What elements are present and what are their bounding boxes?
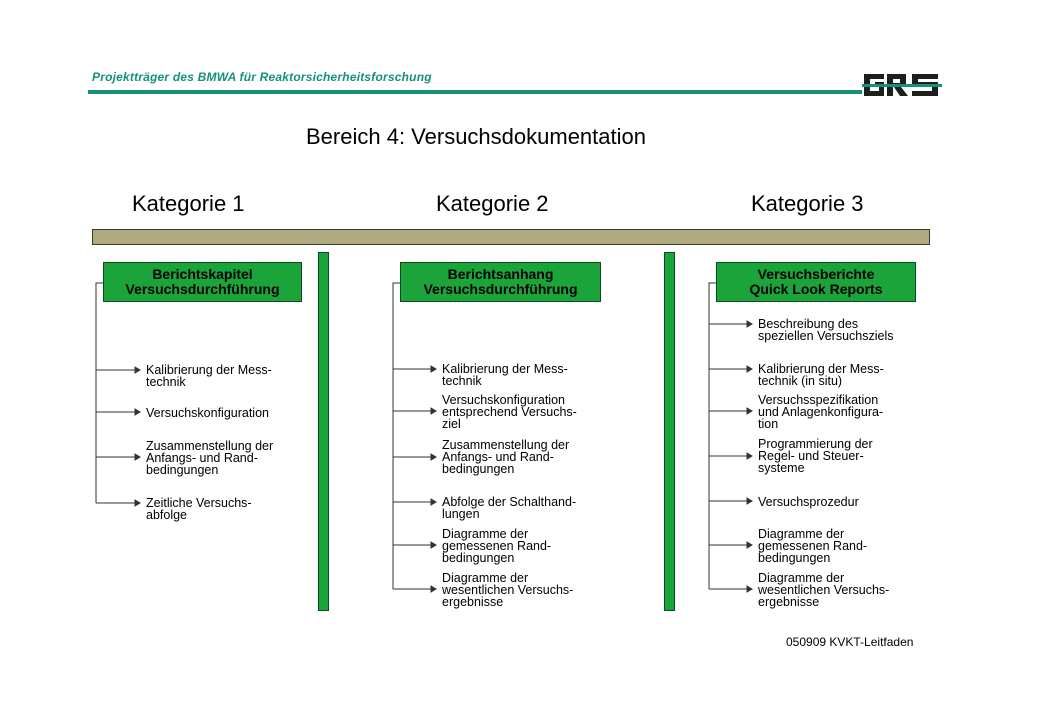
connector-arrow-3-6: [747, 542, 752, 548]
cat2-item-2-line-1: Versuchskonfiguration: [442, 393, 565, 407]
cat2-item-5-line-3: bedingungen: [442, 551, 515, 565]
connector-arrow-3-2: [747, 366, 752, 372]
cat2-item-6-line-1: Diagramme der: [442, 571, 529, 585]
cat2-item-5-line-1: Diagramme der: [442, 527, 529, 541]
cat3-item-4-line-2: Regel- und Steuer-: [758, 449, 864, 463]
connector-arrow-1-2: [135, 409, 140, 415]
category-1-label: Kategorie 1: [132, 191, 245, 216]
cat2-item-4-line-1: Abfolge der Schalthand-: [442, 495, 577, 509]
cat1-item-4-line-1: Zeitliche Versuchs-: [146, 496, 252, 510]
cat3-item-3-line-3: tion: [758, 417, 779, 431]
cat2-item-2: [442, 394, 577, 430]
cat3-item-6-line-2: gemessenen Rand-: [758, 539, 868, 553]
cat3-item-2-line-2: technik (in situ): [758, 374, 843, 388]
connector-arrow-2-2: [431, 408, 436, 414]
cat3-item-7-line-3: ergebnisse: [758, 595, 820, 609]
cat2-item-1-line-1: Kalibrierung der Mess-: [442, 362, 568, 376]
connector-trunk-3: [709, 283, 716, 589]
category-1-header-box: [103, 262, 302, 302]
connector-trunk-1: [96, 283, 103, 503]
connector-arrow-3-4: [747, 453, 752, 459]
cat3-item-7: [758, 572, 889, 608]
cat3-item-7-line-1: Diagramme der: [758, 571, 845, 585]
connector-arrow-2-1: [431, 366, 436, 372]
cat3-item-1-line-1: Beschreibung des: [758, 317, 859, 331]
category-1-box-line-1: Berichtskapitel: [152, 266, 253, 282]
connector-arrow-3-1: [747, 321, 752, 327]
cat3-item-3: [758, 394, 883, 430]
cat3-item-1: [758, 318, 894, 342]
cat3-item-2: [758, 363, 884, 387]
cat2-item-3-line-1: Zusammenstellung der: [442, 438, 570, 452]
category-2-box-line-1: Berichtsanhang: [447, 266, 554, 282]
footer-note: 050909 KVKT-Leitfaden: [786, 635, 914, 649]
cat2-item-4: [442, 496, 576, 520]
connector-arrow-2-4: [431, 499, 436, 505]
content-title: Bereich 4: Versuchsdokumentation: [306, 124, 646, 149]
category-3-box-line-1: Versuchsberichte: [757, 266, 875, 282]
cat2-item-5: [442, 528, 551, 564]
connector-arrow-3-3: [747, 408, 752, 414]
category-1-box-line-2: Versuchsdurchführung: [125, 281, 280, 297]
connector-arrow-1-1: [135, 367, 140, 373]
cat1-item-2: [146, 407, 269, 419]
connector-arrow-1-3: [135, 454, 140, 460]
cat1-item-3-line-1: Zusammenstellung der: [146, 439, 274, 453]
category-3-label: Kategorie 3: [751, 191, 864, 216]
cat1-item-1-line-1: Kalibrierung der Mess-: [146, 363, 272, 377]
cat2-item-6-line-3: ergebnisse: [442, 595, 504, 609]
connector-arrow-3-5: [747, 498, 752, 504]
cat2-item-5-line-2: gemessenen Rand-: [442, 539, 552, 553]
category-2-label: Kategorie 2: [436, 191, 549, 216]
cat1-item-3: [146, 440, 273, 476]
cat2-item-6: [442, 572, 573, 608]
cat3-item-3-line-1: Versuchsspezifikation: [758, 393, 879, 407]
cat1-item-4: [146, 497, 252, 521]
connector-trunk-2: [393, 283, 400, 589]
cat1-item-1: [146, 364, 272, 388]
cat2-item-2-line-3: ziel: [442, 417, 461, 431]
cat2-item-3-line-3: bedingungen: [442, 462, 515, 476]
category-2-box-line-2: Versuchsdurchführung: [423, 281, 578, 297]
connector-arrow-2-3: [431, 454, 436, 460]
cat3-item-4-line-1: Programmierung der: [758, 437, 873, 451]
cat2-item-4-line-2: lungen: [442, 507, 480, 521]
cat3-item-5: [758, 496, 859, 508]
connector-arrow-3-7: [747, 586, 752, 592]
cat2-item-1-line-2: technik: [442, 374, 482, 388]
category-2-header-box: [400, 262, 601, 302]
cat3-item-6: [758, 528, 867, 564]
cat3-item-2-line-1: Kalibrierung der Mess-: [758, 362, 884, 376]
connector-arrow-2-5: [431, 542, 436, 548]
cat3-item-7-line-2: wesentlichen Versuchs-: [758, 583, 890, 597]
connector-arrow-2-6: [431, 586, 436, 592]
cat1-item-3-line-2: Anfangs- und Rand-: [146, 451, 258, 465]
cat2-item-2-line-2: entsprechend Versuchs-: [442, 405, 577, 419]
cat2-item-3-line-2: Anfangs- und Rand-: [442, 450, 554, 464]
connector-arrow-1-4: [135, 500, 140, 506]
cat1-item-4-line-2: abfolge: [146, 508, 188, 522]
cat3-item-4-line-3: systeme: [758, 461, 805, 475]
cat3-item-1-line-2: speziellen Versuchsziels: [758, 329, 894, 343]
cat2-item-1: [442, 363, 568, 387]
header-org-line: Projektträger des BMWA für Reaktorsicherheitsforschung: [92, 70, 432, 84]
cat3-item-3-line-2: und Anlagenkonfigura-: [758, 405, 884, 419]
cat1-item-1-line-2: technik: [146, 375, 186, 389]
category-3-header-box: [716, 262, 916, 302]
cat3-item-6-line-3: bedingungen: [758, 551, 831, 565]
cat1-item-3-line-3: bedingungen: [146, 463, 219, 477]
category-3-box-line-2: Quick Look Reports: [749, 281, 883, 297]
cat3-item-4: [758, 438, 873, 474]
cat2-item-3: [442, 439, 569, 475]
cat1-item-2-line-1: Versuchskonfiguration: [146, 406, 269, 420]
cat2-item-6-line-2: wesentlichen Versuchs-: [442, 583, 574, 597]
cat3-item-5-line-1: Versuchsprozedur: [758, 495, 859, 509]
cat3-item-6-line-1: Diagramme der: [758, 527, 845, 541]
